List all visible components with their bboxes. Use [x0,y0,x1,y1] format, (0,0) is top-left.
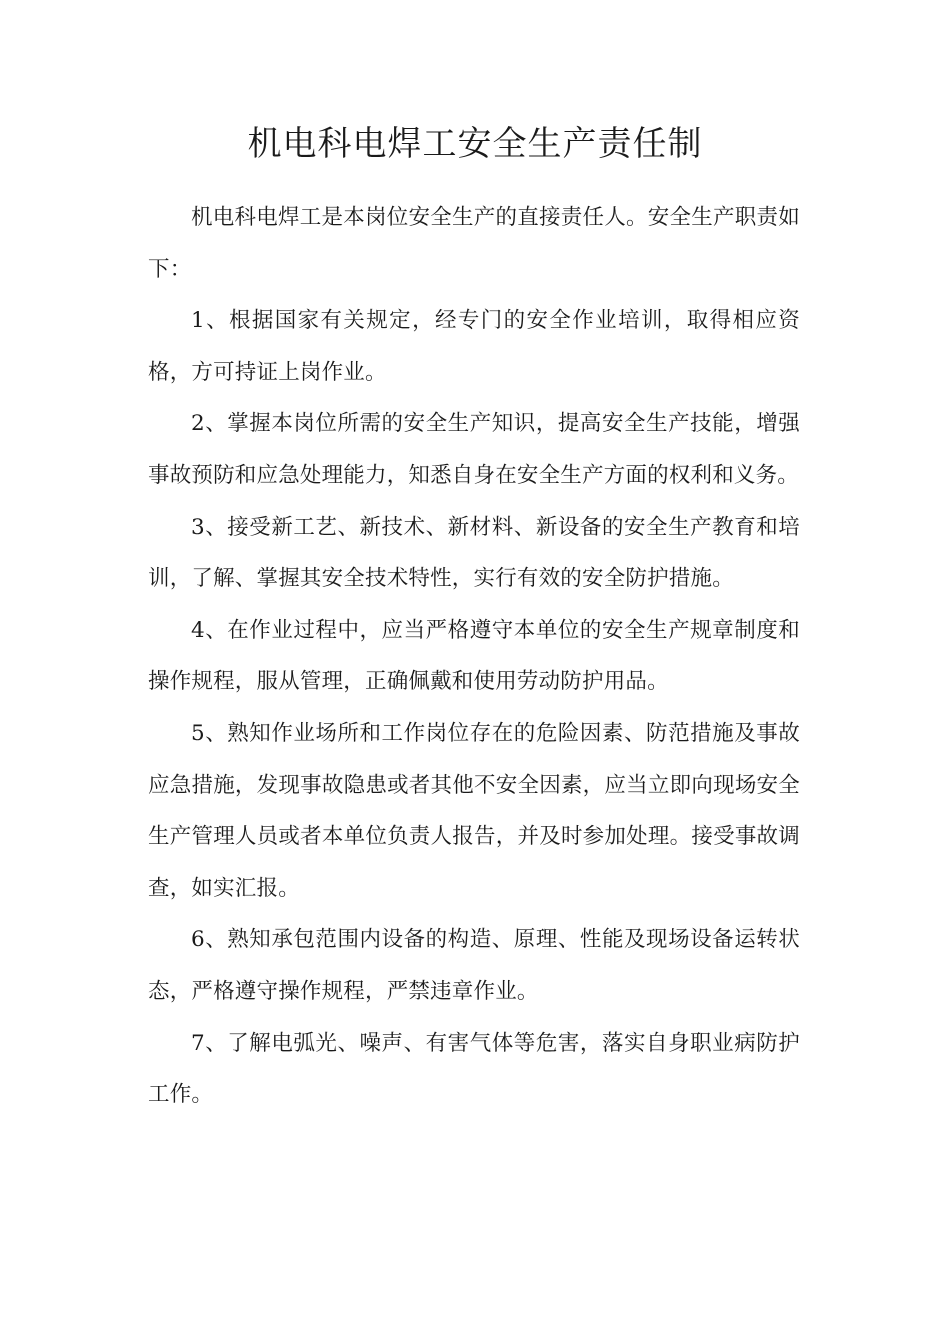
duty-item-4: 4、在作业过程中，应当严格遵守本单位的安全生产规章制度和操作规程，服从管理，正确佩戴和使用劳动防护用品。 [148,617,800,695]
duty-item-2: 2、掌握本岗位所需的安全生产知识，提高安全生产技能，增强事故预防和应急处理能力，知悉自身在安全生产方面的权利和义务。 [148,411,800,488]
document-title: 机电科电焊工安全生产责任制 [247,124,703,164]
duty-item-5: 5、熟知作业场所和工作岗位存在的危险因素、防范措施及事故应急措施，发现事故隐患或者其他不安全因素，应当立即向现场安全生产管理人员或者本单位负责人报告，并及时参加处理。接受事故调查，如实汇报。 [148,720,800,901]
intro-paragraph: 机电科电焊工是本岗位安全生产的直接责任人。安全生产职责如下： [148,205,800,282]
document-body [148,192,800,1121]
duty-item-3: 3、接受新工艺、新技术、新材料、新设备的安全生产教育和培训，了解、掌握其安全技术特性，实行有效的安全防护措施。 [148,514,800,592]
duty-item-7: 7、了解电弧光、噪声、有害气体等危害，落实自身职业病防护工作。 [148,1030,800,1108]
duty-item-6: 6、熟知承包范围内设备的构造、原理、性能及现场设备运转状态，严格遵守操作规程，严禁违章作业。 [148,927,800,1004]
duty-item-1: 1、根据国家有关规定，经专门的安全作业培训，取得相应资格，方可持证上岗作业。 [148,308,800,385]
